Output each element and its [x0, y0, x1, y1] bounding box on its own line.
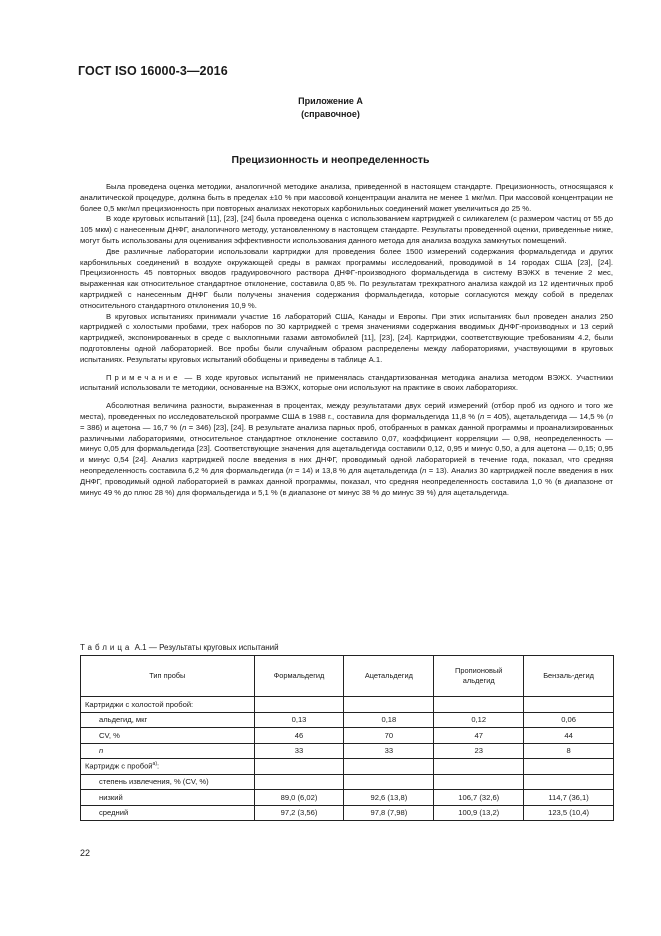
table-cell: 114,7 (36,1) — [524, 790, 614, 806]
table-header-row — [81, 656, 614, 697]
symbol-n: n — [608, 411, 613, 421]
paragraph-uncertainty — [80, 401, 613, 498]
text-run: = 405), ацетальдегида — 14,5 % ( — [484, 411, 609, 421]
table-cell: 106,7 (32,6) — [434, 790, 524, 806]
row-label: n — [81, 743, 255, 759]
text-run: Абсолютная величина разности, выраженная в процентах, между результатами двух серий измерений (отбор проб из одного и того же места), проведенных по исследовательской программе США в 1988 г., составила для формальдегида 11,8 % ( — [80, 401, 613, 421]
table-row — [81, 790, 614, 806]
table-cell: 97,8 (7,98) — [344, 805, 434, 821]
table-cell: 89,0 (6,02) — [254, 790, 344, 806]
header-propionaldehyde: Пропионовый альдегид — [434, 656, 524, 697]
paragraph: В круговых испытаниях принимали участие 16 лабораторий США, Канады и Европы. При этих испытаниях был проведен анализ 250 картриджей с холостыми пробами, трех наборов по 30 картриджей с тремя значениями содержания вводимых ДНФГ-производных и 13 серий картриджей, экспонированных в среде с выхлопными газами автомобилей [11], [23], [24]. Картриджи, соответствующие требованиям 4.2, были подготовлены одной лабораторией. Все пробы были случайным образом распределены между лабораториями, участвующими в круговых испытаниях. Результаты круговых испытаний обобщены и приведены в таблице А.1. — [80, 311, 613, 364]
table-cell: 97,2 (3,56) — [254, 805, 344, 821]
text-run: = 346) [23], [24]. В результате анализа парных проб, отобранных в рамках данной программы и проанализированных различными лабораториями, относительное стандартное отклонение составило 0,07, коэффициент корреляции — 0,98, неопределенность — минус 0,05 для формальдегида [23]. Соответствующие значения для ацетальдегида составили 0,12, 0,95 и минус 0,50, а для ацетона — 0,15; 0,95 и минус 0,54 [24]. Анализ картриджей после введения в них ДНФГ, проводимый одной лабораторией в течение года, показал, что средняя неопределенность составила 6,2 % для формальдегида ( — [80, 422, 613, 475]
annex-title: Приложение А — [298, 96, 363, 106]
row-label: альдегид, мкг — [81, 712, 255, 728]
row-label: средний — [81, 805, 255, 821]
subsection-label: степень извлечения, % (CV, %) — [81, 774, 255, 790]
header-sample-type: Тип пробы — [81, 656, 255, 697]
row-label: CV, % — [81, 728, 255, 744]
table-cell: 0,12 — [434, 712, 524, 728]
table-row — [81, 774, 614, 790]
section-label-tail: : — [157, 762, 160, 772]
table-cell: 46 — [254, 728, 344, 744]
text-run: = 13). Анализ 30 картриджей после введения в них ДНФГ, проводимый одной лабораторией в рамках данной программы, показал, что средняя неопределенность составила 1,0 % (в диапазоне от минус 49 % до плюс 28 %) для формальдегида и 5,1 % (в диапазоне от минус 38 % до минус 39 %) для ацетальдегида. — [80, 465, 613, 497]
header-acetaldehyde: Ацетальдегид — [344, 656, 434, 697]
section-label: Картриджи с холостой пробой: — [81, 697, 255, 713]
symbol-n: n — [288, 465, 293, 475]
symbol-n: n — [480, 411, 485, 421]
results-table — [80, 655, 614, 821]
symbol-n: n — [422, 465, 427, 475]
table-row — [81, 743, 614, 759]
table-cell: 47 — [434, 728, 524, 744]
table-caption-text: А.1 — Результаты круговых испытаний — [134, 643, 279, 652]
paragraph: В ходе круговых испытаний [11], [23], [24] была проведена оценка с использованием картриджей с силикагелем (с размером частиц от 55 до 105 мкм) с нанесенным ДНФГ, аналогичного методу, установленному в настоящем стандарте. Результаты проведенной оценки, приведенные ниже, могут быть использованы для оценивания эффективности использования данного метода для анализа воздуха замкнутых помещений. — [80, 214, 613, 245]
row-label: низкий — [81, 790, 255, 806]
annex-subtitle: (справочное) — [301, 109, 360, 119]
table-caption-prefix: Таблица — [80, 643, 133, 652]
table-cell: 33 — [254, 743, 344, 759]
page-number: 22 — [80, 848, 91, 858]
table-row — [81, 728, 614, 744]
note — [80, 373, 613, 395]
table-cell: 70 — [344, 728, 434, 744]
text-run: = 14) и 13,8 % для ацетальдегида ( — [292, 465, 423, 475]
table-cell: 100,9 (13,2) — [434, 805, 524, 821]
table-cell: 0,18 — [344, 712, 434, 728]
table-row — [81, 697, 614, 713]
table-cell: 0,13 — [254, 712, 344, 728]
section-label — [81, 759, 255, 775]
table-cell: 23 — [434, 743, 524, 759]
table-caption — [80, 643, 279, 652]
table-row — [81, 759, 614, 775]
table-cell: 123,5 (10,4) — [524, 805, 614, 821]
paragraph: Была проведена оценка методики, аналогичной методике анализа, приведенной в настоящем стандарте. Прецизионность, относящаяся к аналитической процедуре, должна быть в пределах ±10 % при массовой концентрации аналита не менее 1 мкг/мл. При массовой концентрации не более 0,5 мкг/мл прецизионность при повторных анализах некоторых карбонильных соединений может увеличиться до 25 %. — [80, 182, 613, 213]
standard-header: ГОСТ ISO 16000-3—2016 — [78, 64, 228, 78]
annex-heading — [0, 95, 661, 121]
header-benzaldehyde: Бензаль-дегид — [524, 656, 614, 697]
footnote-mark: a) — [152, 761, 157, 768]
note-label: Примечание — [106, 372, 181, 382]
header-formaldehyde: Формальдегид — [254, 656, 344, 697]
paragraph: Две различные лаборатории использовали картриджи для проведения более 1500 измерений содержания формальдегида и других карбонильных соединений в воздухе окружающей среды в рамках программы исследований, проводимой в 14 городах США [23], [24]. Прецизионность 45 повторных вводов градуировочного раствора ДНФГ-производного формальдегида в систему ВЭЖХ в течение 2 мес, выраженная как относительное стандартное отклонение, составила 0,85 %. По результатам трехкратного анализа каждой из 12 идентичных проб картриджей с нанесенным ДНФГ были получены значения содержания формальдегида, которые согласуются между собой в пределах относительного стандартного отклонения 10,9 %. — [80, 246, 613, 310]
section-title: Прецизионность и неопределенность — [231, 154, 430, 166]
section-label-text: Картридж с пробой — [85, 762, 153, 772]
text-run: = 386) и ацетона — 16,7 % ( — [80, 422, 183, 432]
table-cell: 44 — [524, 728, 614, 744]
table-cell: 33 — [344, 743, 434, 759]
table-cell: 8 — [524, 743, 614, 759]
table-row — [81, 805, 614, 821]
symbol-n: n — [182, 422, 187, 432]
body-text — [80, 182, 613, 498]
note-text: — В ходе круговых испытаний не применялась стандартизованная методика анализа методом ВЭЖХ. Участники испытаний использовали те методики, основанные на ВЭЖХ, которые они используют на практике в своих лабораториях. — [80, 372, 613, 393]
table-row — [81, 712, 614, 728]
table-cell: 0,06 — [524, 712, 614, 728]
table-cell: 92,6 (13,8) — [344, 790, 434, 806]
